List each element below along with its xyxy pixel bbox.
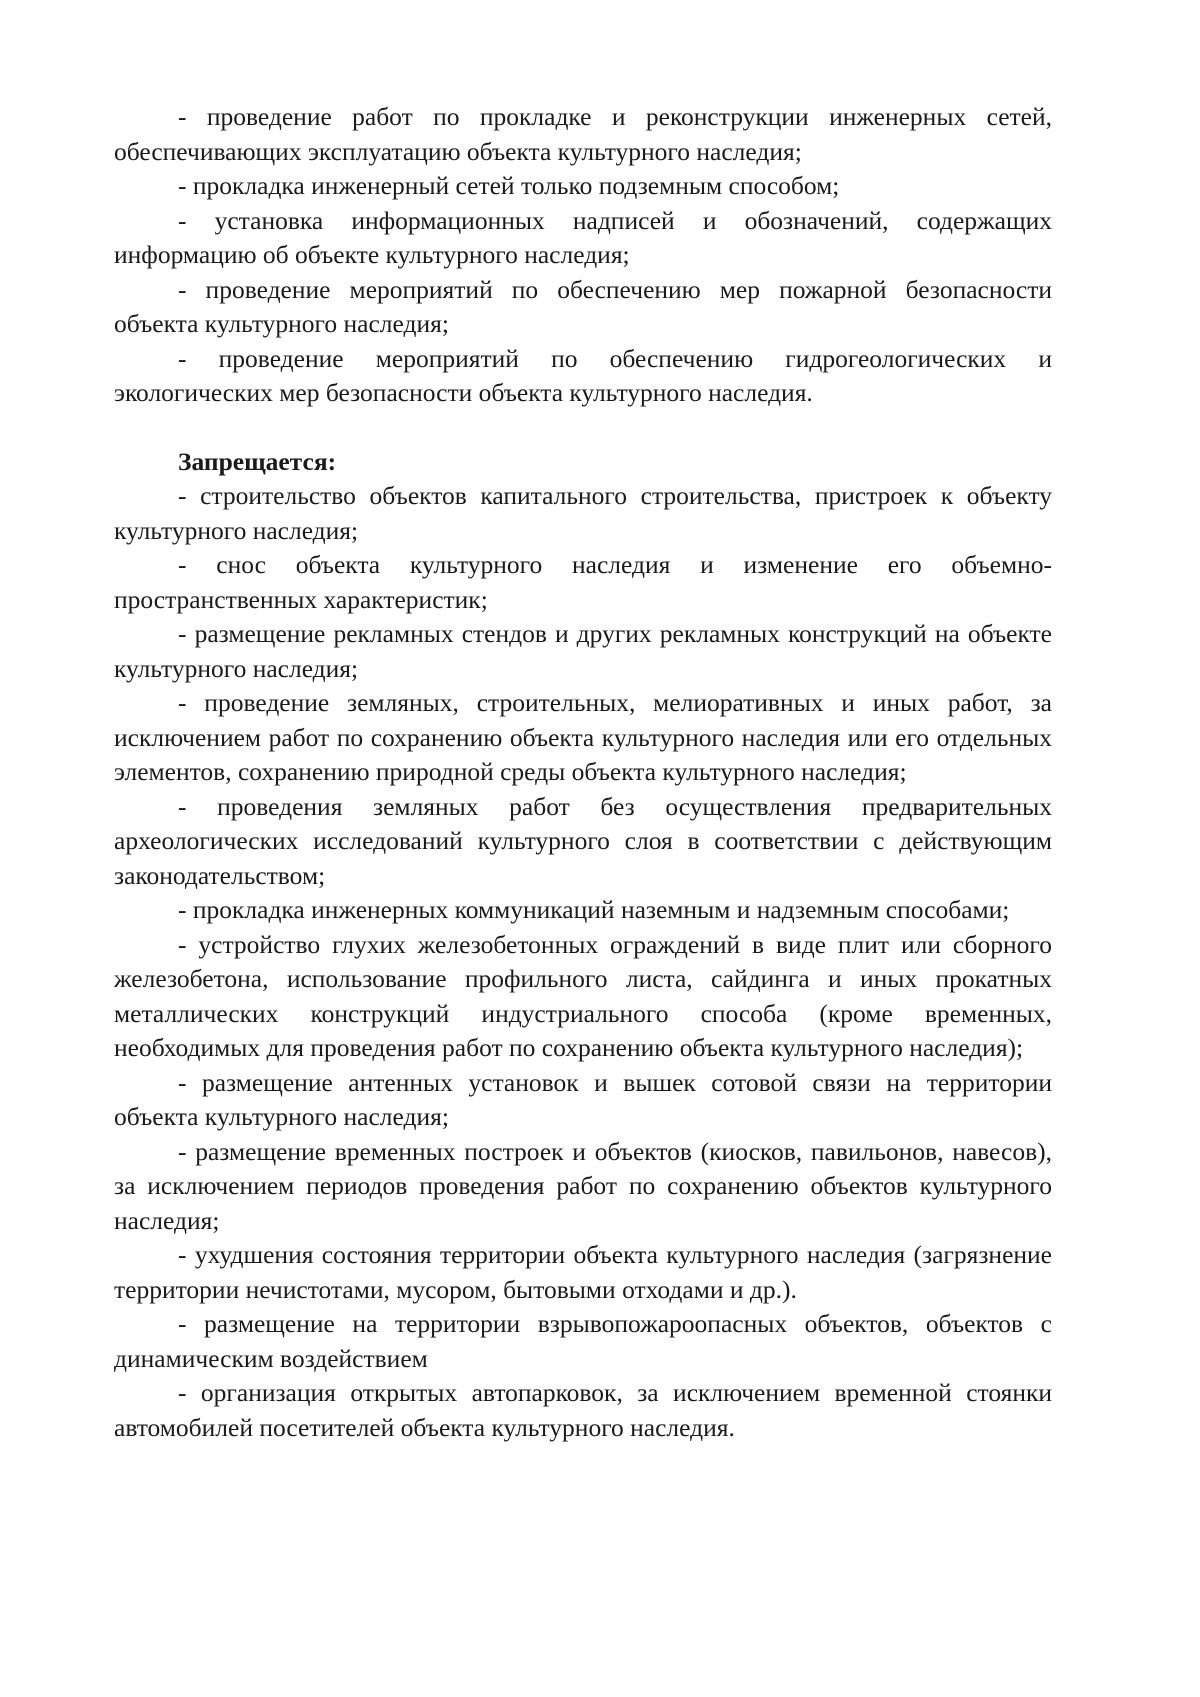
prohibited-item: - снос объекта культурного наследия и изменение его объемно-пространственных характеристик; <box>114 550 1052 614</box>
prohibited-heading: Запрещается: <box>178 446 337 476</box>
prohibited-item: - размещение на территории взрывопожароопасных объектов, объектов с динамическим воздействием <box>114 1309 1052 1373</box>
prohibited-item: - размещение рекламных стендов и других рекламных конструкций на объекте культурного наследия; <box>114 619 1052 683</box>
prohibited-item: - проведение земляных, строительных, мелиоративных и иных работ, за исключением работ по сохранению объекта культурного наследия или его отдельных элементов, сохранению природной среды объекта культурного наследия; <box>114 688 1052 786</box>
prohibited-item: - размещение временных построек и объектов (киосков, павильонов, навесов), за исключением периодов проведения работ по сохранению объектов культурного наследия; <box>114 1136 1052 1235</box>
allowed-item: - проведение работ по прокладке и реконструкции инженерных сетей, обеспечивающих эксплуатацию объекта культурного наследия; <box>114 102 1052 166</box>
allowed-item: - проведение мероприятий по обеспечению мер пожарной безопасности объекта культурного наследия; <box>114 274 1052 338</box>
allowed-item: - проведение мероприятий по обеспечению гидрогеологических и экологических мер безопасности объекта культурного наследия. <box>114 343 1052 407</box>
document-page <box>114 100 1052 1445</box>
prohibited-item: - устройство глухих железобетонных ограждений в виде плит или сборного железобетона, использование профильного листа, сайдинга и иных прокатных металлических конструкций индустриального способа (кроме временных, необходимых для проведения работ по сохранению объекта культурного наследия); <box>114 929 1052 1062</box>
prohibited-item: - строительство объектов капитального строительства, пристроек к объекту культурного наследия; <box>114 481 1052 545</box>
prohibited-item: - ухудшения состояния территории объекта культурного наследия (загрязнение территории нечистотами, мусором, бытовыми отходами и др.). <box>114 1240 1052 1304</box>
prohibited-item: - проведения земляных работ без осуществления предварительных археологических исследований культурного слоя в соответствии с действующим законодательством; <box>114 791 1052 890</box>
allowed-item: - прокладка инженерный сетей только подземным способом; <box>178 171 840 200</box>
prohibited-item: - прокладка инженерных коммуникаций наземным и надземным способами; <box>178 895 1010 924</box>
prohibited-item: - организация открытых автопарковок, за исключением временной стоянки автомобилей посетителей объекта культурного наследия. <box>114 1378 1052 1442</box>
allowed-item: - установка информационных надписей и обозначений, содержащих информацию об объекте культурного наследия; <box>114 205 1052 269</box>
prohibited-item: - размещение антенных установок и вышек сотовой связи на территории объекта культурного наследия; <box>114 1067 1052 1131</box>
